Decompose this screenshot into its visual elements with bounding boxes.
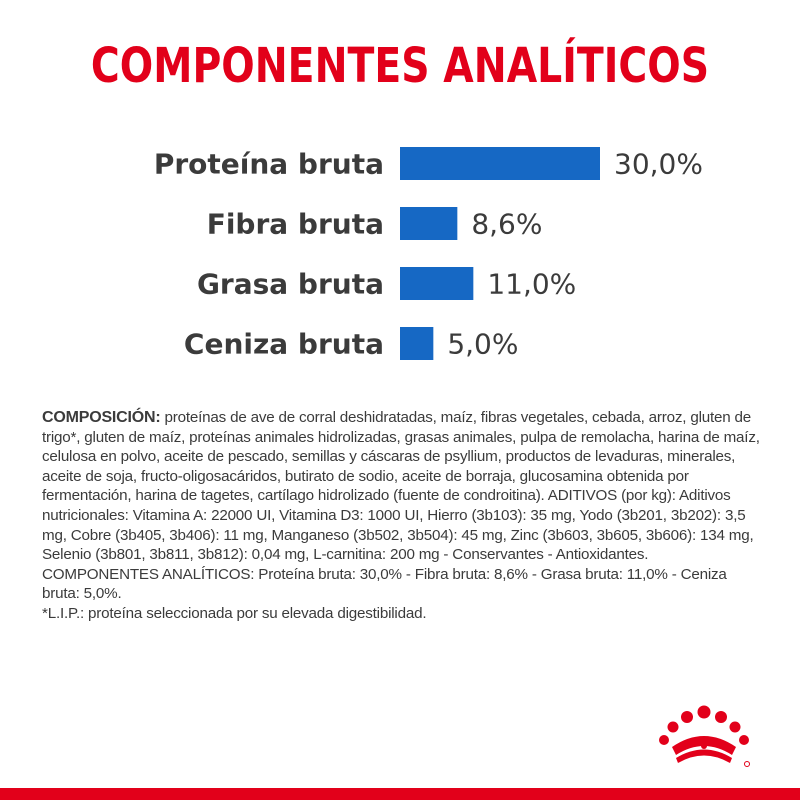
value-label: 11,0% [487,267,577,301]
bar [400,207,457,240]
composition-heading: COMPOSICIÓN: [42,409,161,426]
value-label: 30,0% [614,147,703,181]
bottom-accent-bar [0,788,800,800]
composition-text [42,408,762,624]
category-label: Fibra bruta [206,207,384,241]
category-label: Ceniza bruta [183,327,384,361]
crown-icon [654,703,754,771]
bar [400,147,600,180]
bar [400,267,473,300]
composition-footnote: *L.I.P.: proteína seleccionada por su elevada digestibilidad. [42,604,427,622]
bar [400,327,433,360]
value-label: 8,6% [471,207,543,241]
category-label: Proteína bruta [153,147,384,181]
category-label: Grasa bruta [196,267,384,301]
chart-title: COMPONENTES ANALÍTICOS [90,38,710,94]
value-label: 5,0% [447,327,519,361]
composition-body: proteínas de ave de corral deshidratadas, maíz, fibras vegetales, cebada, arroz, gluten de trigo*, gluten de maíz, proteínas animales hidrolizadas, grasas animales, pulpa de remolacha, harina de maíz, celulosa en polvo, aceite de pescado, semillas y cáscaras de psyllium, productos de levaduras, minerales, aceite de soja, fructo-oligosacáridos, butirato de sodio, aceite de borraja, glucosamina obtenida por fermentación, harina de tagetes, cartílago hidrolizado (fuente de condroitina). ADITIVOS (por kg): Aditivos nutricionales: Vitamina A: 22000 UI, Vitamina D3: 1000 UI, Hierro (3b103): 35 mg, Yodo (3b201, 3b202): 3,5 mg, Cobre (3b405, 3b406): 11 mg, Manganeso (3b502, 3b504): 45 mg, Zinc (3b603, 3b605, 3b606): 134 mg, Selenio (3b801, 3b811, 3b812): 0,04 mg, L-carnitina: 200 mg - Conservantes - Antioxidantes. COMPONENTES ANALÍTICOS: Proteína bruta: 30,0% - Fibra bruta: 8,6% - Grasa bruta: 11,0% - Ceniza bruta: 5,0%. [42,409,760,603]
